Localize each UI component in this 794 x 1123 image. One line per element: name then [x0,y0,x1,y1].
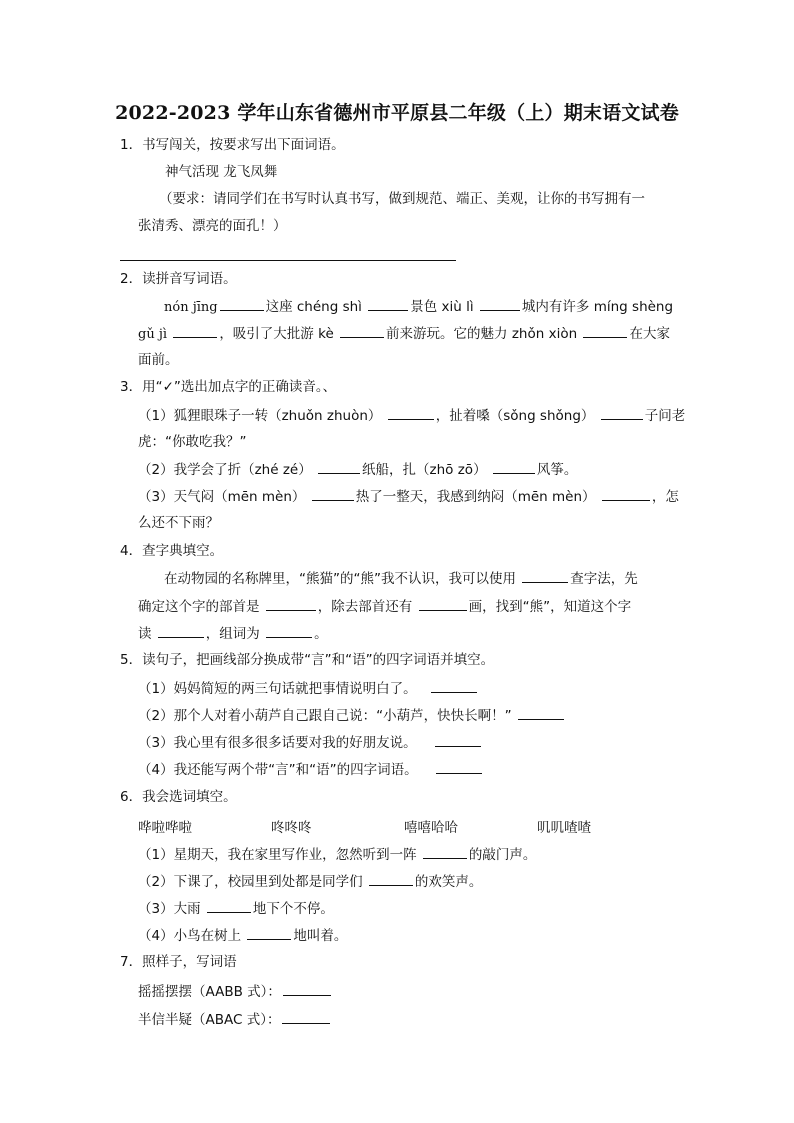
q2-text-2c: 前来游玩。它的魅力 zhǒn xiòn [386,326,578,342]
q5-s3 [138,733,483,752]
q6-stem: 6．我会选词填空。 [120,789,237,805]
q2-blank-5[interactable] [340,324,384,338]
q2-blank-2[interactable] [368,297,408,311]
q2-line1 [164,297,673,317]
q3-blank-6[interactable] [602,487,650,501]
q4-blank-5[interactable] [266,624,312,638]
q2-blank-1[interactable] [220,297,264,311]
q1-requirement-line1: （要求：请同学们在书写时认真书写，做到规范、端正、美观，让你的书写拥有一 [159,191,645,207]
q6-s2 [138,872,482,891]
q6-blank-1[interactable] [423,845,467,859]
q7-s1-text: 摇摇摆摆（AABB 式）： [138,984,281,1000]
q5-blank-2[interactable] [518,706,564,720]
q4-l2a: 确定这个字的部首是 [138,599,260,615]
q7-blank-2[interactable] [282,1010,330,1024]
q6-s4 [138,926,347,945]
q3-s2a: （2）我学会了折（zhé zé） [138,462,312,478]
q6-option-3: 嘻嘻哈哈 [404,820,458,836]
q4-l3c: 。 [314,626,328,642]
q1-words: 神气活现 龙飞凤舞 [165,164,278,180]
q4-stem: 4．查字典填空。 [120,543,224,559]
q5-s2 [138,706,566,725]
q6-s2b: 的欢笑声。 [414,874,483,890]
q2-blank-6[interactable] [583,324,627,338]
q3-s1b: ，扯着嗓（sǒng shǒng） [435,408,595,424]
q4-line2 [138,597,631,616]
q6-option-4: 叽叽喳喳 [537,820,591,836]
q7-s2 [138,1010,332,1029]
q2-text-2b: ，吸引了大批游 kè [219,326,334,342]
q5-s1-text: （1）妈妈简短的两三句话就把事情说明白了。 [138,681,417,697]
q2-text-1d: 城内有许多 míng shèng [521,299,674,315]
q5-stem: 5．读句子，把画线部分换成带“言”和“语”的四字词语并填空。 [120,652,495,668]
q2-blank-4[interactable] [173,324,217,338]
q4-blank-2[interactable] [266,597,316,611]
q3-blank-5[interactable] [312,487,354,501]
q7-s2-text: 半信半疑（ABAC 式）： [138,1012,281,1028]
q2-blank-3[interactable] [480,297,520,311]
q3-s2b: 纸船，扎（zhō zō） [362,462,487,478]
q3-s1c: 子问老 [644,408,686,424]
q2-text-2d: 在大家 [629,326,670,342]
q4-blank-4[interactable] [158,624,204,638]
q6-s4a: （4）小鸟在树上 [138,928,242,944]
q2-text-1c: 景色 xiù lì [410,299,474,315]
q1-requirement-line2: 张清秀、漂亮的面孔！） [138,218,287,234]
q6-s4b: 地叫着。 [293,928,348,944]
q6-blank-3[interactable] [207,899,251,913]
q4-blank-1[interactable] [522,569,568,583]
q6-s1b: 的敲门声。 [468,847,537,863]
q6-option-1: 哗啦哗啦 [138,820,192,836]
q6-s1 [138,845,536,864]
q3-s2c: 风筝。 [536,462,578,478]
q3-s3-line1 [138,487,679,506]
q5-blank-4[interactable] [436,760,482,774]
q3-blank-4[interactable] [493,460,535,474]
q6-s3 [138,899,334,918]
q3-s3-line2: 么还不下雨？ [138,515,219,531]
q2-line3: 面前。 [138,352,179,368]
q4-line1 [164,569,638,588]
q3-s1-line1 [138,406,685,425]
q4-l1a: 在动物园的名称牌里，“熊猫”的“熊”我不认识，我可以使用 [164,571,516,587]
q7-s1 [138,982,333,1001]
q5-s4 [138,760,484,779]
q6-s1a: （1）星期天，我在家里写作业，忽然听到一阵 [138,847,417,863]
q4-l1b: 查字法，先 [570,571,638,587]
q3-s3b: 热了一整天，我感到纳闷（mēn mèn） [355,489,596,505]
q3-blank-1[interactable] [388,406,434,420]
q6-blank-2[interactable] [369,872,413,886]
q6-s3a: （3）大雨 [138,901,201,917]
q1-writing-line[interactable] [120,260,456,261]
q6-blank-4[interactable] [247,926,291,940]
q2-pinyin-1: nón jīng [164,300,218,315]
q4-line3 [138,624,328,643]
q6-option-2: 咚咚咚 [271,820,312,836]
q7-stem: 7．照样子，写词语 [120,954,237,970]
q3-s1-line2: 虎：“你敢吃我？” [138,434,247,450]
q2-pinyin-5: gǔ jì [138,327,168,342]
q6-s2a: （2）下课了，校园里到处都是同学们 [138,874,363,890]
q5-s2-text: （2）那个人对着小葫芦自己跟自己说：“小葫芦，快快长啊！” [138,708,512,724]
q5-blank-3[interactable] [435,733,481,747]
q4-blank-3[interactable] [419,597,467,611]
q5-blank-1[interactable] [431,679,477,693]
q3-blank-2[interactable] [601,406,643,420]
q4-l3a: 读 [138,626,152,642]
q3-blank-3[interactable] [318,460,360,474]
q3-s3c: ，怎 [651,489,679,505]
q2-stem: 2．读拼音写词语。 [120,271,237,287]
q6-s3b: 地下个不停。 [252,901,334,917]
q5-s4-text: （4）我还能写两个带“言”和“语”的四字词语。 [138,762,418,778]
q5-s3-text: （3）我心里有很多很多话要对我的好朋友说。 [138,735,417,751]
q5-s1 [138,679,479,698]
q4-l2b: ，除去部首还有 [317,599,413,615]
q3-s2-line [138,460,577,479]
q3-stem: 3．用“✓”选出加点字的正确读音。、 [120,379,337,395]
q3-s1a: （1）狐狸眼珠子一转（zhuǒn zhuòn） [138,408,382,424]
q7-blank-1[interactable] [283,982,331,996]
q1-stem: 1．书写闯关，按要求写出下面词语。 [120,137,345,153]
q2-text-1b: 这座 chéng shì [265,299,362,315]
page-title: 2022-2023 学年山东省德州市平原县二年级（上）期末语文试卷 [115,102,679,124]
q4-l3b: ，组词为 [205,626,260,642]
q2-line2 [138,324,670,344]
q4-l2c: 画，找到“熊”，知道这个字 [468,599,632,615]
q3-s3a: （3）天气闷（mēn mèn） [138,489,306,505]
